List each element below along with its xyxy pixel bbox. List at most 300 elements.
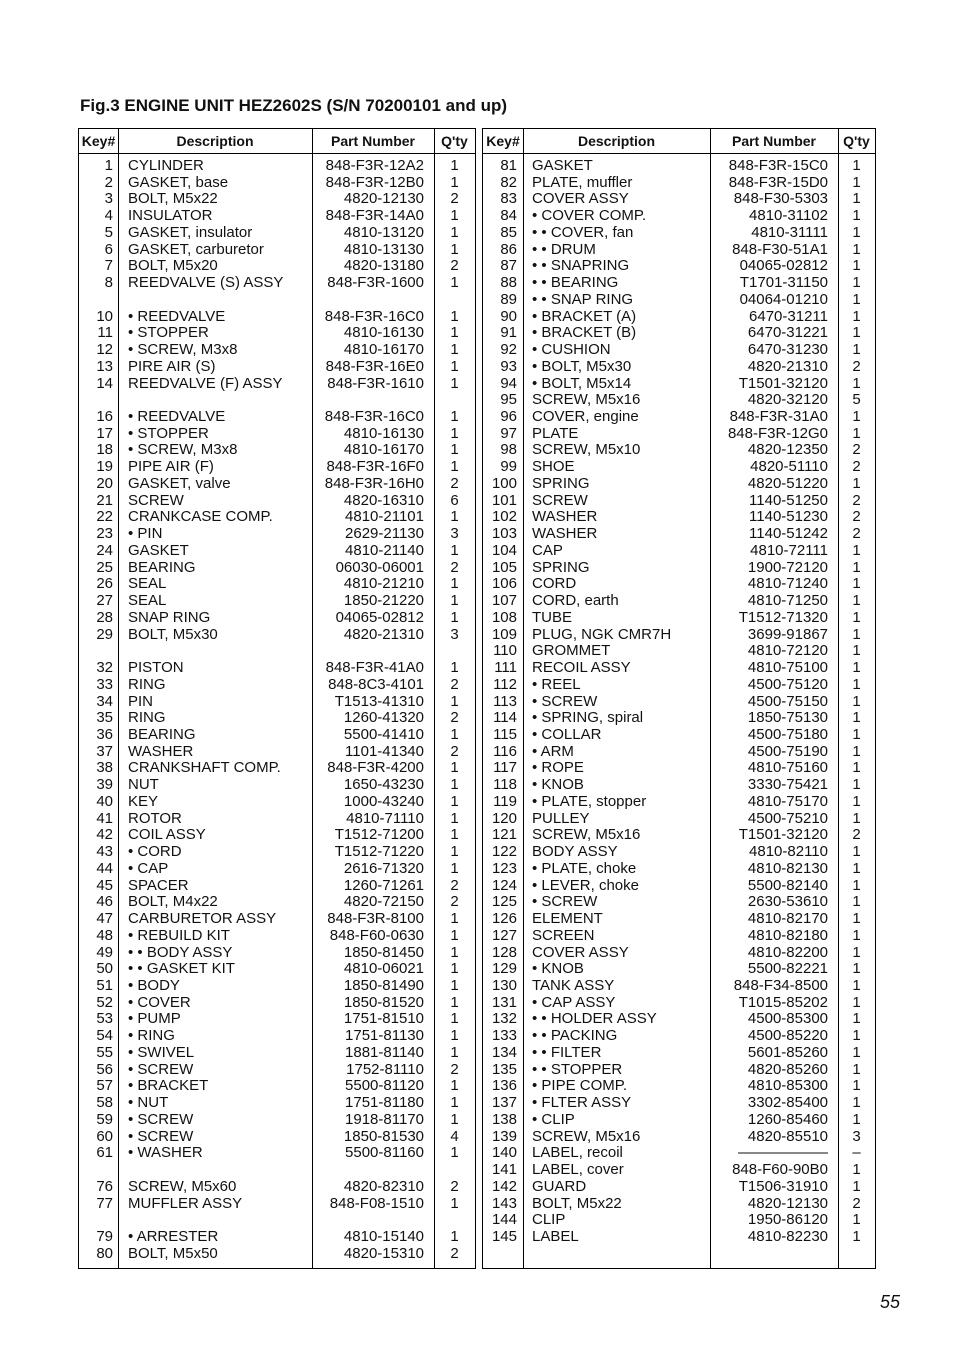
table-row xyxy=(483,158,875,175)
table-row xyxy=(483,1196,875,1213)
description-cell: BEARING xyxy=(128,725,196,743)
key-cell: 139 xyxy=(491,1127,517,1145)
qty-cell: 1 xyxy=(852,474,861,492)
table-row xyxy=(483,376,875,393)
qty-cell: 1 xyxy=(450,575,459,593)
part-number-cell: 1850-81530 xyxy=(343,1127,424,1145)
key-cell: 4 xyxy=(104,207,113,225)
table-row xyxy=(483,744,875,761)
table-row xyxy=(79,710,475,727)
qty-cell: 3 xyxy=(450,525,459,543)
table-row xyxy=(483,978,875,995)
key-cell: 145 xyxy=(491,1228,517,1245)
description-cell: • SCREW xyxy=(128,1127,194,1145)
description-cell: GASKET, valve xyxy=(128,474,231,492)
key-cell: 85 xyxy=(500,223,517,241)
qty-cell: 1 xyxy=(450,1077,459,1095)
table-row xyxy=(483,292,875,309)
qty-cell: 1 xyxy=(852,692,861,710)
key-cell: 137 xyxy=(491,1094,517,1112)
qty-cell: 6 xyxy=(450,491,459,509)
qty-cell: 2 xyxy=(450,893,459,911)
description-cell: • PIPE COMP. xyxy=(532,1077,628,1095)
key-cell: 118 xyxy=(493,776,517,794)
qty-cell: 1 xyxy=(852,1043,861,1061)
table-row xyxy=(483,576,875,593)
qty-cell: 1 xyxy=(852,1077,861,1095)
table-row xyxy=(483,543,875,560)
description-cell: • ARM xyxy=(532,742,574,760)
part-number-cell: 848-F60-90B0 xyxy=(732,1161,828,1179)
description-cell: • CAP ASSY xyxy=(532,993,616,1011)
qty-cell: 1 xyxy=(450,173,459,191)
part-number-cell: 1850-81450 xyxy=(343,943,424,961)
part-number-cell: 4810-71250 xyxy=(747,592,828,610)
key-cell: 117 xyxy=(493,759,517,777)
qty-cell: 1 xyxy=(852,240,861,258)
qty-cell: 1 xyxy=(852,960,861,978)
header-qty: Q'ty xyxy=(843,133,870,149)
header-part-number: Part Number xyxy=(330,133,416,149)
table-row xyxy=(79,1145,475,1162)
table-row xyxy=(79,208,475,225)
qty-cell: 1 xyxy=(450,341,459,359)
table-row xyxy=(483,1179,875,1196)
qty-cell: 1 xyxy=(450,1027,459,1045)
key-cell: 2 xyxy=(104,173,113,191)
key-cell: 46 xyxy=(96,893,113,911)
part-number-cell: 848-F3R-16E0 xyxy=(325,357,424,375)
key-cell: 101 xyxy=(491,491,517,509)
table-row xyxy=(79,727,475,744)
part-number-cell: 4820-85260 xyxy=(747,1060,828,1078)
key-cell: 109 xyxy=(491,625,517,643)
qty-cell: 1 xyxy=(852,157,861,174)
part-number-cell: 4820-21310 xyxy=(747,357,828,375)
table-row xyxy=(483,309,875,326)
qty-cell: 1 xyxy=(450,692,459,710)
description-cell: • LEVER, choke xyxy=(532,876,639,894)
part-number-cell: 2630-53610 xyxy=(747,893,828,911)
qty-cell: 1 xyxy=(450,408,459,426)
part-number-cell: 4810-85300 xyxy=(747,1077,828,1095)
table-row xyxy=(79,694,475,711)
table-row xyxy=(483,760,875,777)
description-cell: CLIP xyxy=(532,1211,566,1229)
key-cell: 7 xyxy=(104,257,113,275)
qty-cell: 1 xyxy=(852,274,861,292)
description-cell: BEARING xyxy=(128,558,196,576)
qty-cell: 1 xyxy=(450,776,459,794)
table-row xyxy=(79,760,475,777)
part-number-cell: 5500-81160 xyxy=(345,1144,424,1162)
description-cell: • BODY xyxy=(128,976,180,994)
description-cell: • REEL xyxy=(532,675,581,693)
description-cell: • CAP xyxy=(128,859,169,877)
part-number-cell: 4810-72111 xyxy=(750,541,828,559)
table-row xyxy=(79,1095,475,1112)
part-number-cell: 4500-75120 xyxy=(747,675,828,693)
key-cell: 6 xyxy=(104,240,113,258)
description-cell: • SCREW xyxy=(532,692,598,710)
key-cell: 40 xyxy=(96,792,113,810)
part-number-cell: 4810-75160 xyxy=(747,759,828,777)
qty-cell: 1 xyxy=(852,1211,861,1229)
qty-cell: 1 xyxy=(852,1027,861,1045)
description-cell: CAP xyxy=(532,541,563,559)
description-cell: PIRE AIR (S) xyxy=(128,357,216,375)
table-row xyxy=(79,392,475,409)
key-cell: 82 xyxy=(500,173,517,191)
qty-cell: 1 xyxy=(450,792,459,810)
key-cell: 47 xyxy=(96,910,113,928)
part-number-cell: 4810-82230 xyxy=(747,1228,828,1245)
part-number-cell: 1140-51230 xyxy=(749,508,828,526)
key-cell: 50 xyxy=(96,960,113,978)
description-cell: • FLTER ASSY xyxy=(532,1094,632,1112)
table-row xyxy=(483,191,875,208)
key-cell: 17 xyxy=(96,424,113,442)
part-number-cell: 848-F30-5303 xyxy=(733,190,828,208)
part-number-cell: T1512-71220 xyxy=(334,843,424,861)
description-cell: COVER ASSY xyxy=(532,943,629,961)
qty-cell: 2 xyxy=(450,1060,459,1078)
qty-cell: 5 xyxy=(852,391,861,409)
description-cell: ELEMENT xyxy=(532,910,603,928)
part-number-cell: 4810-15140 xyxy=(343,1228,424,1245)
table-row xyxy=(79,191,475,208)
description-cell: • COVER xyxy=(128,993,191,1011)
part-number-cell: 4810-82200 xyxy=(747,943,828,961)
table-row xyxy=(79,627,475,644)
key-cell: 29 xyxy=(96,625,113,643)
key-cell: 51 xyxy=(96,976,113,994)
part-number-cell: 848-F34-8500 xyxy=(733,976,828,994)
qty-cell: 1 xyxy=(450,223,459,241)
part-number-cell: 4820-12350 xyxy=(747,441,828,459)
part-number-cell: 1918-81170 xyxy=(345,1110,424,1128)
key-cell: 133 xyxy=(491,1027,517,1045)
table-row xyxy=(79,794,475,811)
qty-cell: 1 xyxy=(852,223,861,241)
table-row xyxy=(483,526,875,543)
qty-cell: 2 xyxy=(852,525,861,543)
key-cell: 104 xyxy=(491,541,517,559)
key-cell: 60 xyxy=(96,1127,113,1145)
part-number-cell: 1881-81140 xyxy=(345,1043,424,1061)
part-number-cell: 848-F3R-31A0 xyxy=(729,408,828,426)
part-number-cell: 4810-31102 xyxy=(749,207,828,225)
key-cell: 35 xyxy=(96,709,113,727)
header-key: Key# xyxy=(81,133,116,149)
key-cell: 106 xyxy=(491,575,517,593)
description-cell: • BRACKET (A) xyxy=(532,307,637,325)
description-cell: SCREW, M5x16 xyxy=(532,391,641,409)
key-cell: 48 xyxy=(96,926,113,944)
table-row xyxy=(79,978,475,995)
key-cell: 19 xyxy=(96,458,113,476)
qty-cell: 1 xyxy=(450,608,459,626)
part-number-cell: 4810-75170 xyxy=(747,792,828,810)
description-cell: CORD, earth xyxy=(532,592,619,610)
key-cell: 10 xyxy=(96,307,113,325)
qty-cell: 1 xyxy=(450,357,459,375)
description-cell: • PLATE, choke xyxy=(532,859,637,877)
part-number-cell: 4500-85300 xyxy=(747,1010,828,1028)
qty-cell: 1 xyxy=(852,976,861,994)
key-cell: 37 xyxy=(96,742,113,760)
qty-cell: 1 xyxy=(852,725,861,743)
table-row xyxy=(483,476,875,493)
qty-cell: 1 xyxy=(450,458,459,476)
part-number-cell: 4810-21101 xyxy=(345,508,424,526)
table-row xyxy=(483,660,875,677)
table-row xyxy=(79,945,475,962)
part-number-cell: 848-F3R-16H0 xyxy=(324,474,424,492)
part-number-cell: 4810-82180 xyxy=(747,926,828,944)
key-cell: 110 xyxy=(493,642,517,660)
table-row xyxy=(483,894,875,911)
part-number-cell: 4820-82310 xyxy=(343,1177,424,1195)
table-row xyxy=(79,376,475,393)
table-row xyxy=(483,1028,875,1045)
key-cell: 39 xyxy=(96,776,113,794)
description-cell: BOLT, M5x22 xyxy=(532,1194,622,1212)
part-number-cell: 04064-01210 xyxy=(739,290,828,308)
key-cell: 128 xyxy=(491,943,517,961)
key-cell: 107 xyxy=(491,592,517,610)
qty-cell: 2 xyxy=(852,458,861,476)
table-row xyxy=(79,643,475,660)
table-row xyxy=(79,576,475,593)
qty-cell: 1 xyxy=(450,424,459,442)
qty-cell: 1 xyxy=(852,341,861,359)
table-row xyxy=(483,493,875,510)
description-cell: SEAL xyxy=(128,575,167,593)
part-number-cell: 6470-31211 xyxy=(749,307,828,325)
table-row xyxy=(483,961,875,978)
key-cell: 120 xyxy=(491,809,517,827)
description-cell: GUARD xyxy=(532,1177,587,1195)
table-row xyxy=(79,1196,475,1213)
qty-cell: 1 xyxy=(450,960,459,978)
key-cell: 53 xyxy=(96,1010,113,1028)
key-cell: 57 xyxy=(96,1077,113,1095)
key-cell: 97 xyxy=(500,424,517,442)
qty-cell: 1 xyxy=(450,240,459,258)
table-row xyxy=(483,1212,875,1229)
part-number-cell: T1512-71320 xyxy=(738,608,828,626)
table-row xyxy=(483,777,875,794)
part-number-cell: 848-F30-51A1 xyxy=(732,240,828,258)
part-number-cell: 4810-16130 xyxy=(343,324,424,342)
description-cell: BOLT, M5x20 xyxy=(128,257,218,275)
description-cell: COVER, engine xyxy=(532,408,639,426)
description-cell: • STOPPER xyxy=(128,324,209,342)
qty-cell: 1 xyxy=(450,725,459,743)
key-cell: 1 xyxy=(104,157,113,174)
description-cell: • BOLT, M5x30 xyxy=(532,357,632,375)
table-body xyxy=(483,154,875,1246)
qty-cell: 1 xyxy=(852,943,861,961)
part-number-cell: 4820-72150 xyxy=(343,893,424,911)
table-row xyxy=(79,476,475,493)
table-row xyxy=(483,928,875,945)
key-cell: 93 xyxy=(500,357,517,375)
key-cell: 141 xyxy=(491,1161,517,1179)
table-row xyxy=(483,409,875,426)
header-key: Key# xyxy=(486,133,520,149)
table-row xyxy=(483,1145,875,1162)
description-cell: PIN xyxy=(128,692,154,710)
table-row xyxy=(79,677,475,694)
key-cell: 79 xyxy=(96,1228,113,1245)
qty-cell: 1 xyxy=(852,742,861,760)
part-number-cell: 4810-21140 xyxy=(345,541,424,559)
part-number-cell: 06030-06001 xyxy=(335,558,424,576)
part-number-cell: 848-F3R-12A2 xyxy=(325,157,424,174)
description-cell: SCREW xyxy=(532,491,588,509)
table-row xyxy=(483,945,875,962)
key-cell: 124 xyxy=(491,876,517,894)
table-row xyxy=(483,392,875,409)
table-row xyxy=(483,627,875,644)
key-cell: 83 xyxy=(500,190,517,208)
key-cell: 18 xyxy=(96,441,113,459)
table-header xyxy=(79,129,475,154)
qty-cell: 1 xyxy=(852,307,861,325)
key-cell: 130 xyxy=(491,976,517,994)
key-cell: 38 xyxy=(96,759,113,777)
qty-cell: 2 xyxy=(450,876,459,894)
key-cell: 114 xyxy=(493,709,517,727)
key-cell: 55 xyxy=(96,1043,113,1061)
part-number-cell: 4820-85510 xyxy=(747,1127,828,1145)
description-cell: GASKET, carburetor xyxy=(128,240,264,258)
qty-cell: 1 xyxy=(852,675,861,693)
description-cell: • • HOLDER ASSY xyxy=(532,1010,657,1028)
part-number-cell: 848-F60-0630 xyxy=(329,926,424,944)
page-number: 55 xyxy=(880,1292,901,1312)
table-row xyxy=(79,325,475,342)
qty-cell: 1 xyxy=(450,1094,459,1112)
table-row xyxy=(79,1229,475,1246)
qty-cell: 1 xyxy=(852,625,861,643)
key-cell: 16 xyxy=(96,408,113,426)
key-cell: 129 xyxy=(491,960,517,978)
key-cell: 28 xyxy=(96,608,113,626)
qty-cell: 1 xyxy=(852,792,861,810)
key-cell: 115 xyxy=(493,725,517,743)
qty-cell: 1 xyxy=(450,1043,459,1061)
key-cell: 81 xyxy=(500,157,517,174)
key-cell: 89 xyxy=(500,290,517,308)
description-cell: PLATE xyxy=(532,424,579,442)
part-number-cell: 848-8C3-4101 xyxy=(328,675,424,693)
description-cell: KEY xyxy=(128,792,159,810)
table-row xyxy=(79,509,475,526)
qty-cell: 1 xyxy=(852,290,861,308)
qty-cell: 1 xyxy=(450,1110,459,1128)
description-cell: PULLEY xyxy=(532,809,590,827)
part-number-cell: 1751-81180 xyxy=(345,1094,424,1112)
qty-cell: 1 xyxy=(852,1177,861,1195)
header-qty: Q'ty xyxy=(441,133,468,149)
table-row xyxy=(483,794,875,811)
part-number-cell: 4500-75180 xyxy=(747,725,828,743)
description-cell: REEDVALVE (S) ASSY xyxy=(128,274,284,292)
part-number-cell: 848-F3R-16C0 xyxy=(324,307,424,325)
key-cell: 61 xyxy=(96,1144,113,1162)
table-row xyxy=(79,928,475,945)
qty-cell: 2 xyxy=(852,441,861,459)
header-description: Description xyxy=(176,133,254,149)
description-cell: BOLT, M5x30 xyxy=(128,625,218,643)
key-cell: 125 xyxy=(491,893,517,911)
part-number-cell: 848-F3R-12B0 xyxy=(325,173,424,191)
qty-cell: 1 xyxy=(852,575,861,593)
part-number-cell: 5500-41410 xyxy=(343,725,424,743)
qty-cell: 2 xyxy=(450,190,459,208)
part-number-cell: 4810-06021 xyxy=(343,960,424,978)
part-number-cell: 848-F3R-14A0 xyxy=(325,207,424,225)
part-number-cell: T1512-71200 xyxy=(334,826,424,844)
key-cell: 140 xyxy=(491,1144,517,1162)
qty-cell: 1 xyxy=(450,324,459,342)
part-number-cell: 4810-21210 xyxy=(343,575,424,593)
table-row xyxy=(483,242,875,259)
description-cell: • SCREW xyxy=(128,1060,194,1078)
qty-cell: 2 xyxy=(852,1194,861,1212)
key-cell: 32 xyxy=(96,659,113,677)
key-cell: 26 xyxy=(96,575,113,593)
description-cell: • STOPPER xyxy=(128,424,209,442)
part-number-cell: 4500-75210 xyxy=(747,809,828,827)
table-row xyxy=(483,560,875,577)
table-row xyxy=(79,995,475,1012)
description-cell: SCREW, M5x60 xyxy=(128,1177,237,1195)
qty-cell: 1 xyxy=(852,1010,861,1028)
qty-cell: 1 xyxy=(450,307,459,325)
part-number-cell: 848-F3R-16F0 xyxy=(326,458,424,476)
qty-cell: 3 xyxy=(450,625,459,643)
key-cell: 34 xyxy=(96,692,113,710)
qty-cell: 1 xyxy=(450,374,459,392)
table-row xyxy=(483,175,875,192)
description-cell: CYLINDER xyxy=(128,157,204,174)
part-number-cell: T1501-32120 xyxy=(738,374,828,392)
table-row xyxy=(79,1212,475,1229)
part-number-cell: 04065-02812 xyxy=(739,257,828,275)
qty-cell: 1 xyxy=(852,876,861,894)
key-cell: 108 xyxy=(491,608,517,626)
table-row xyxy=(483,258,875,275)
key-cell: 90 xyxy=(500,307,517,325)
part-number-cell: T1015-85202 xyxy=(738,993,828,1011)
qty-cell: 2 xyxy=(450,1177,459,1195)
key-cell: 102 xyxy=(491,508,517,526)
table-row xyxy=(79,861,475,878)
description-cell: • • SNAPRING xyxy=(532,257,630,275)
part-number-cell: 4820-12130 xyxy=(747,1194,828,1212)
key-cell: 43 xyxy=(96,843,113,861)
description-cell: SEAL xyxy=(128,592,167,610)
table-row xyxy=(483,426,875,443)
table-row xyxy=(79,844,475,861)
table-row xyxy=(483,1129,875,1146)
key-cell: 36 xyxy=(96,725,113,743)
qty-cell: 1 xyxy=(450,541,459,559)
